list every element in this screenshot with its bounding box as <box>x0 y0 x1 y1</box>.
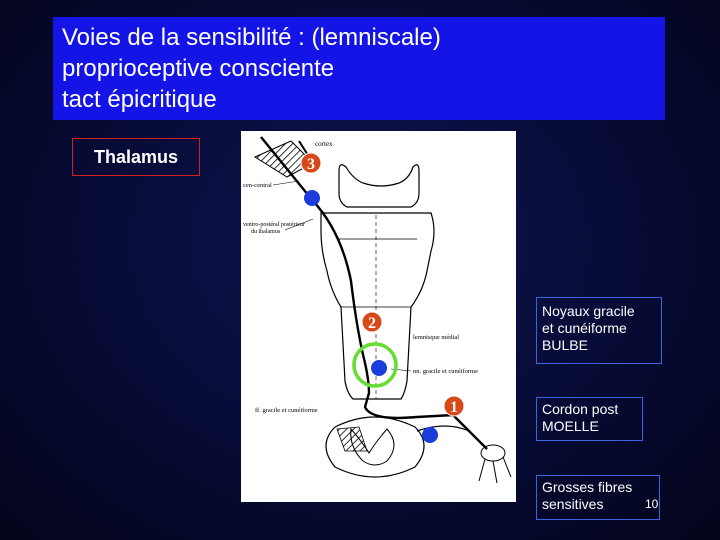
box-grosses-fibres <box>536 475 660 520</box>
central-label: cen-central <box>243 182 272 189</box>
thalamus-label-box <box>72 138 200 176</box>
fibres-label: ff. gracile et cunéiforme <box>255 407 318 414</box>
lemniscus-label: lemnisque médial <box>413 334 460 341</box>
thalamus-label: Thalamus <box>93 146 179 167</box>
fibres-line-2: sensitives <box>542 496 604 512</box>
neuron-dot-thalamus <box>304 190 320 206</box>
fibres-line-1: Grosses fibres <box>542 479 633 495</box>
spinal-cord-outline <box>326 417 424 477</box>
nuclei-label: nn. gracile et cunéiforme <box>413 368 478 375</box>
box-noyaux-bulbe <box>536 297 662 364</box>
central-leader <box>273 181 299 185</box>
brain-outline <box>339 165 419 207</box>
neuron-dot-bulbe <box>371 360 387 376</box>
title-line-3: tact épicritique <box>62 86 217 113</box>
cordon-line-1: Cordon post <box>542 401 619 417</box>
title-line-1: Voies de la sensibilité : (lemniscale) <box>62 24 441 51</box>
noyaux-line-2: et cunéiforme <box>542 320 627 336</box>
dorsal-column-hatch <box>337 427 367 451</box>
noyaux-line-1: Noyaux gracile <box>542 303 635 319</box>
pathway-diagram <box>241 131 516 502</box>
page-number: 10 <box>645 497 659 511</box>
cordon-line-2: MOELLE <box>542 418 599 434</box>
box-cordon-moelle <box>536 397 643 441</box>
thalamus-figure-label-2: du thalamus <box>251 229 281 235</box>
neuron-dot-ganglion <box>422 427 438 443</box>
slide-title <box>53 17 665 120</box>
marker-1: 1 <box>450 399 458 416</box>
pathway-figure <box>241 131 516 502</box>
marker-2: 2 <box>368 315 376 332</box>
thalamus-figure-label: ventro-postéral postérieur <box>243 222 305 228</box>
cortex-label: cortex <box>315 140 333 148</box>
marker-3: 3 <box>307 156 315 173</box>
noyaux-line-3: BULBE <box>542 337 588 353</box>
title-line-2: proprioceptive consciente <box>62 55 335 82</box>
